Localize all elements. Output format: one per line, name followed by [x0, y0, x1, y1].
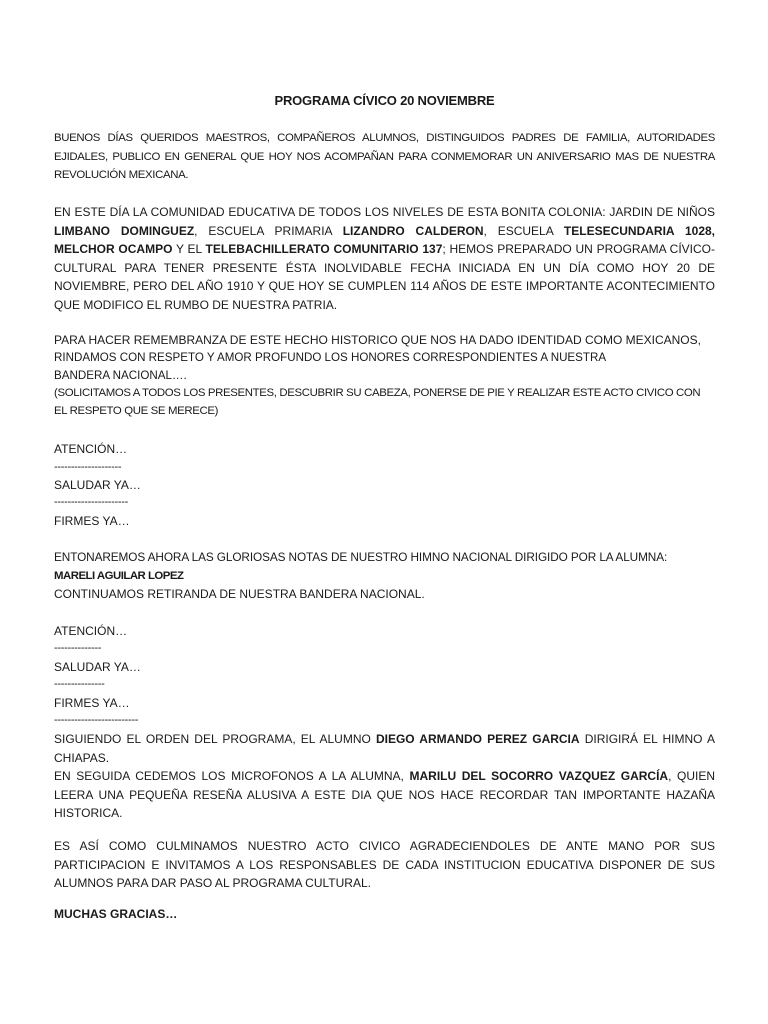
school-name-kinder: LIMBANO DOMINGUEZ — [54, 223, 195, 238]
command-atencion-1: ATENCIÓN… — [54, 442, 128, 456]
command-atencion-2: ATENCIÓN… — [54, 624, 128, 638]
school-name-telebachillerato: TELEBACHILLERATO COMUNITARIO 137 — [205, 242, 443, 256]
document-title: PROGRAMA CÍVICO 20 NOVIEMBRE — [274, 93, 495, 108]
text-segment: EN SEGUIDA CEDEMOS LOS MICROFONOS A LA ALUMNA, — [54, 769, 410, 783]
student-name-himno: MARELI AGUILAR LOPEZ — [54, 570, 184, 582]
school-name-telesecundaria: TELESECUNDARIA 1028, MELCHOR OCAMPO — [54, 223, 715, 256]
command-firmes-1: FIRMES YA… — [54, 514, 130, 528]
text-segment: ; HEMOS PREPARADO UN PROGRAMA CÍVICO-CULTURAL PARA TENER PRESENTE ÉSTA INOLVIDABLE FECHA INICIADA EN UN DÍA COMO HOY 20 DE NOVIEMBRE, PERO DEL AÑO 1910 Y QUE HOY SE CUMPLEN 114 AÑOS DE ESTE IMPORTANTE ACONTECIMIENTO QUE MODIFICO EL RUMBO DE NUESTRA PATRIA. — [54, 242, 716, 312]
paragraph-community — [54, 203, 715, 314]
text-segment: , ESCUELA PRIMARIA — [194, 223, 343, 238]
command-saludar-2: SALUDAR YA… — [54, 660, 141, 674]
closing-thanks: MUCHAS GRACIAS… — [54, 907, 178, 921]
paragraph-resena — [54, 767, 715, 823]
paragraph-remembrance-line-1: PARA HACER REMEMBRANZA DE ESTE HECHO HISTORICO QUE NOS HA DADO IDENTIDAD COMO MEXICANOS, — [54, 333, 701, 347]
paragraph-himno-nacional: ENTONAREMOS AHORA LAS GLORIOSAS NOTAS DE NUESTRO HIMNO NACIONAL DIRIGIDO POR LA ALUMNA: — [54, 550, 668, 564]
student-name-resena: MARILU DEL SOCORRO VAZQUEZ GARCÍA — [409, 769, 669, 783]
paragraph-remembrance-line-3: BANDERA NACIONAL…. — [54, 369, 187, 382]
command-firmes-2: FIRMES YA… — [54, 696, 130, 710]
school-name-primary: LIZANDRO CALDERON — [342, 223, 484, 238]
divider-dashes: -------------------- — [54, 461, 122, 473]
command-saludar-1: SALUDAR YA… — [54, 478, 141, 492]
divider-dashes: --------------- — [54, 678, 105, 690]
paragraph-retirando-bandera: CONTINUAMOS RETIRANDA DE NUESTRA BANDERA NACIONAL. — [54, 587, 425, 601]
paragraph-himno-chiapas — [54, 730, 715, 767]
divider-dashes: ------------------------- — [54, 714, 139, 726]
divider-dashes: -------------- — [54, 642, 102, 654]
paragraph-closing: ES ASÍ COMO CULMINAMOS NUESTRO ACTO CIVICO AGRADECIENDOLES DE ANTE MANO POR SUS PARTICIPACION E INVITAMOS A LOS RESPONSABLES DE CADA INSTITUCION EDUCATIVA DISPONER DE SUS ALUMNOS PARA DAR PASO AL PROGRAMA CULTURAL. — [54, 839, 715, 890]
text-segment: SIGUIENDO EL ORDEN DEL PROGRAMA, EL ALUMNO — [54, 732, 376, 746]
divider-dashes: ---------------------- — [54, 496, 128, 508]
paragraph-remembrance-line-2: RINDAMOS CON RESPETO Y AMOR PROFUNDO LOS HONORES CORRESPONDIENTES A NUESTRA — [54, 351, 607, 364]
paragraph-instructions-note: (SOLICITAMOS A TODOS LOS PRESENTES, DESCUBRIR SU CABEZA, PONERSE DE PIE Y REALIZAR ESTE ACTO CIVICO CON EL RESPETO QUE SE MERECE) — [54, 387, 701, 417]
text-segment: DIRIGIRÁ EL HIMNO A CHIAPAS. — [54, 732, 715, 765]
paragraph-welcome: BUENOS DÍAS QUERIDOS MAESTROS, COMPAÑEROS ALUMNOS, DISTINGUIDOS PADRES DE FAMILIA, AUTORIDADES EJIDALES, PUBLICO EN GENERAL QUE HOY NOS ACOMPAÑAN PARA CONMEMORAR UN ANIVERSARIO MAS DE NUESTRA REVOLUCIÓN MEXICANA. — [54, 132, 715, 181]
text-segment: EN ESTE DÍA LA COMUNIDAD EDUCATIVA DE TODOS LOS NIVELES DE ESTA BONITA COLONIA: JARDIN DE NIÑOS — [54, 205, 715, 219]
text-segment: , ESCUELA — [483, 223, 564, 238]
text-segment: , QUIEN LEERA UNA PEQUEÑA RESEÑA ALUSIVA A ESTE DIA QUE NOS HACE RECORDAR TAN IMPORTANTE HAZAÑA HISTORICA. — [54, 769, 716, 820]
text-segment: Y EL — [172, 242, 206, 256]
student-name-chiapas: DIEGO ARMANDO PEREZ GARCIA — [375, 732, 580, 746]
